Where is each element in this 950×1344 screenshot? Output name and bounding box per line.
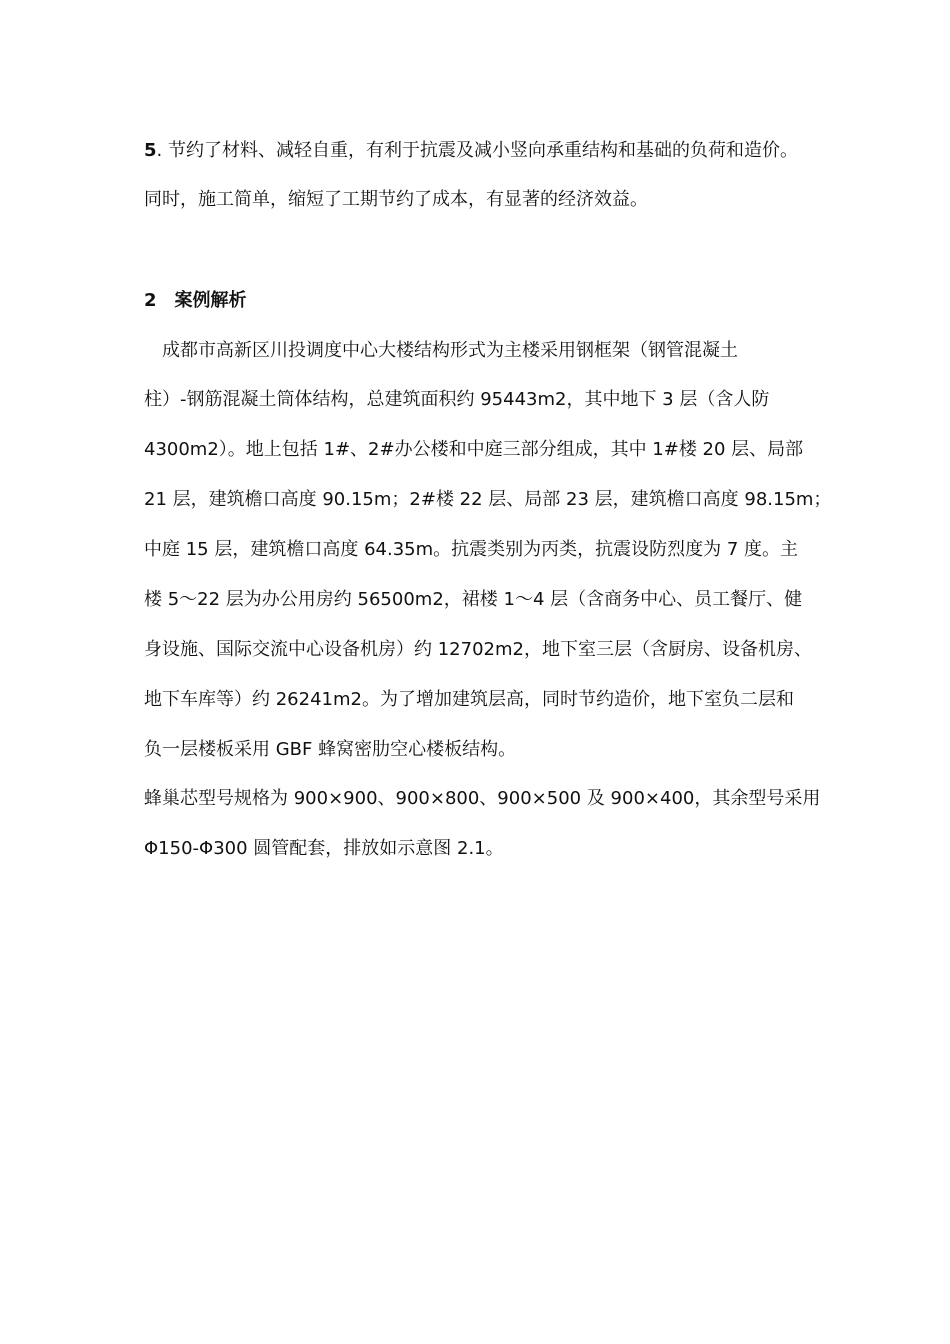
paragraph-line: Φ150-Φ300 圆管配套，排放如示意图 2.1。 [144,838,504,859]
paragraph-line: 身设施、国际交流中心设备机房）约 12702m2，地下室三层（含厨房、设备机房、 [144,639,812,660]
item-text: . 节约了材料、减轻自重，有利于抗震及减小竖向承重结构和基础的负荷和造价。 [156,140,798,161]
paragraph-line: 柱）-钢筋混凝土筒体结构，总建筑面积约 95443m2，其中地下 3 层（含人防 [144,389,770,410]
paragraph-line: 4300m2）。地上包括 1#、2#办公楼和中庭三部分组成，其中 1#楼 20 层、局部 [144,439,804,460]
paragraph-line: 楼 5～22 层为办公用房约 56500m2，裙楼 1～4 层（含商务中心、员工餐厅、健 [144,589,803,610]
paragraph-line: 中庭 15 层，建筑檐口高度 64.35m。抗震类别为丙类，抗震设防烈度为 7 度。主 [144,539,799,560]
paragraph-line: 21 层，建筑檐口高度 90.15m；2#楼 22 层、局部 23 层，建筑檐口高度 98.15m； [144,489,832,510]
item-number: 5 [144,140,157,161]
paragraph-line: 蜂巢芯型号规格为 900×900、900×800、900×500 及 900×400，其余型号采用 [144,788,821,809]
section-heading: 2 案例解析 [144,290,247,311]
paragraph-line: 地下车库等）约 26241m2。为了增加建筑层高，同时节约造价，地下室负二层和 [144,689,794,710]
paragraph-line: 成都市高新区川投调度中心大楼结构形式为主楼采用钢框架（钢管混凝土 [144,340,738,361]
paragraph-line: 负一层楼板采用 GBF 蜂窝密肋空心楼板结构。 [144,739,517,760]
benefit-item-5-continued: 同时，施工简单，缩短了工期节约了成本，有显著的经济效益。 [144,189,648,210]
benefit-item-5 [144,138,798,164]
